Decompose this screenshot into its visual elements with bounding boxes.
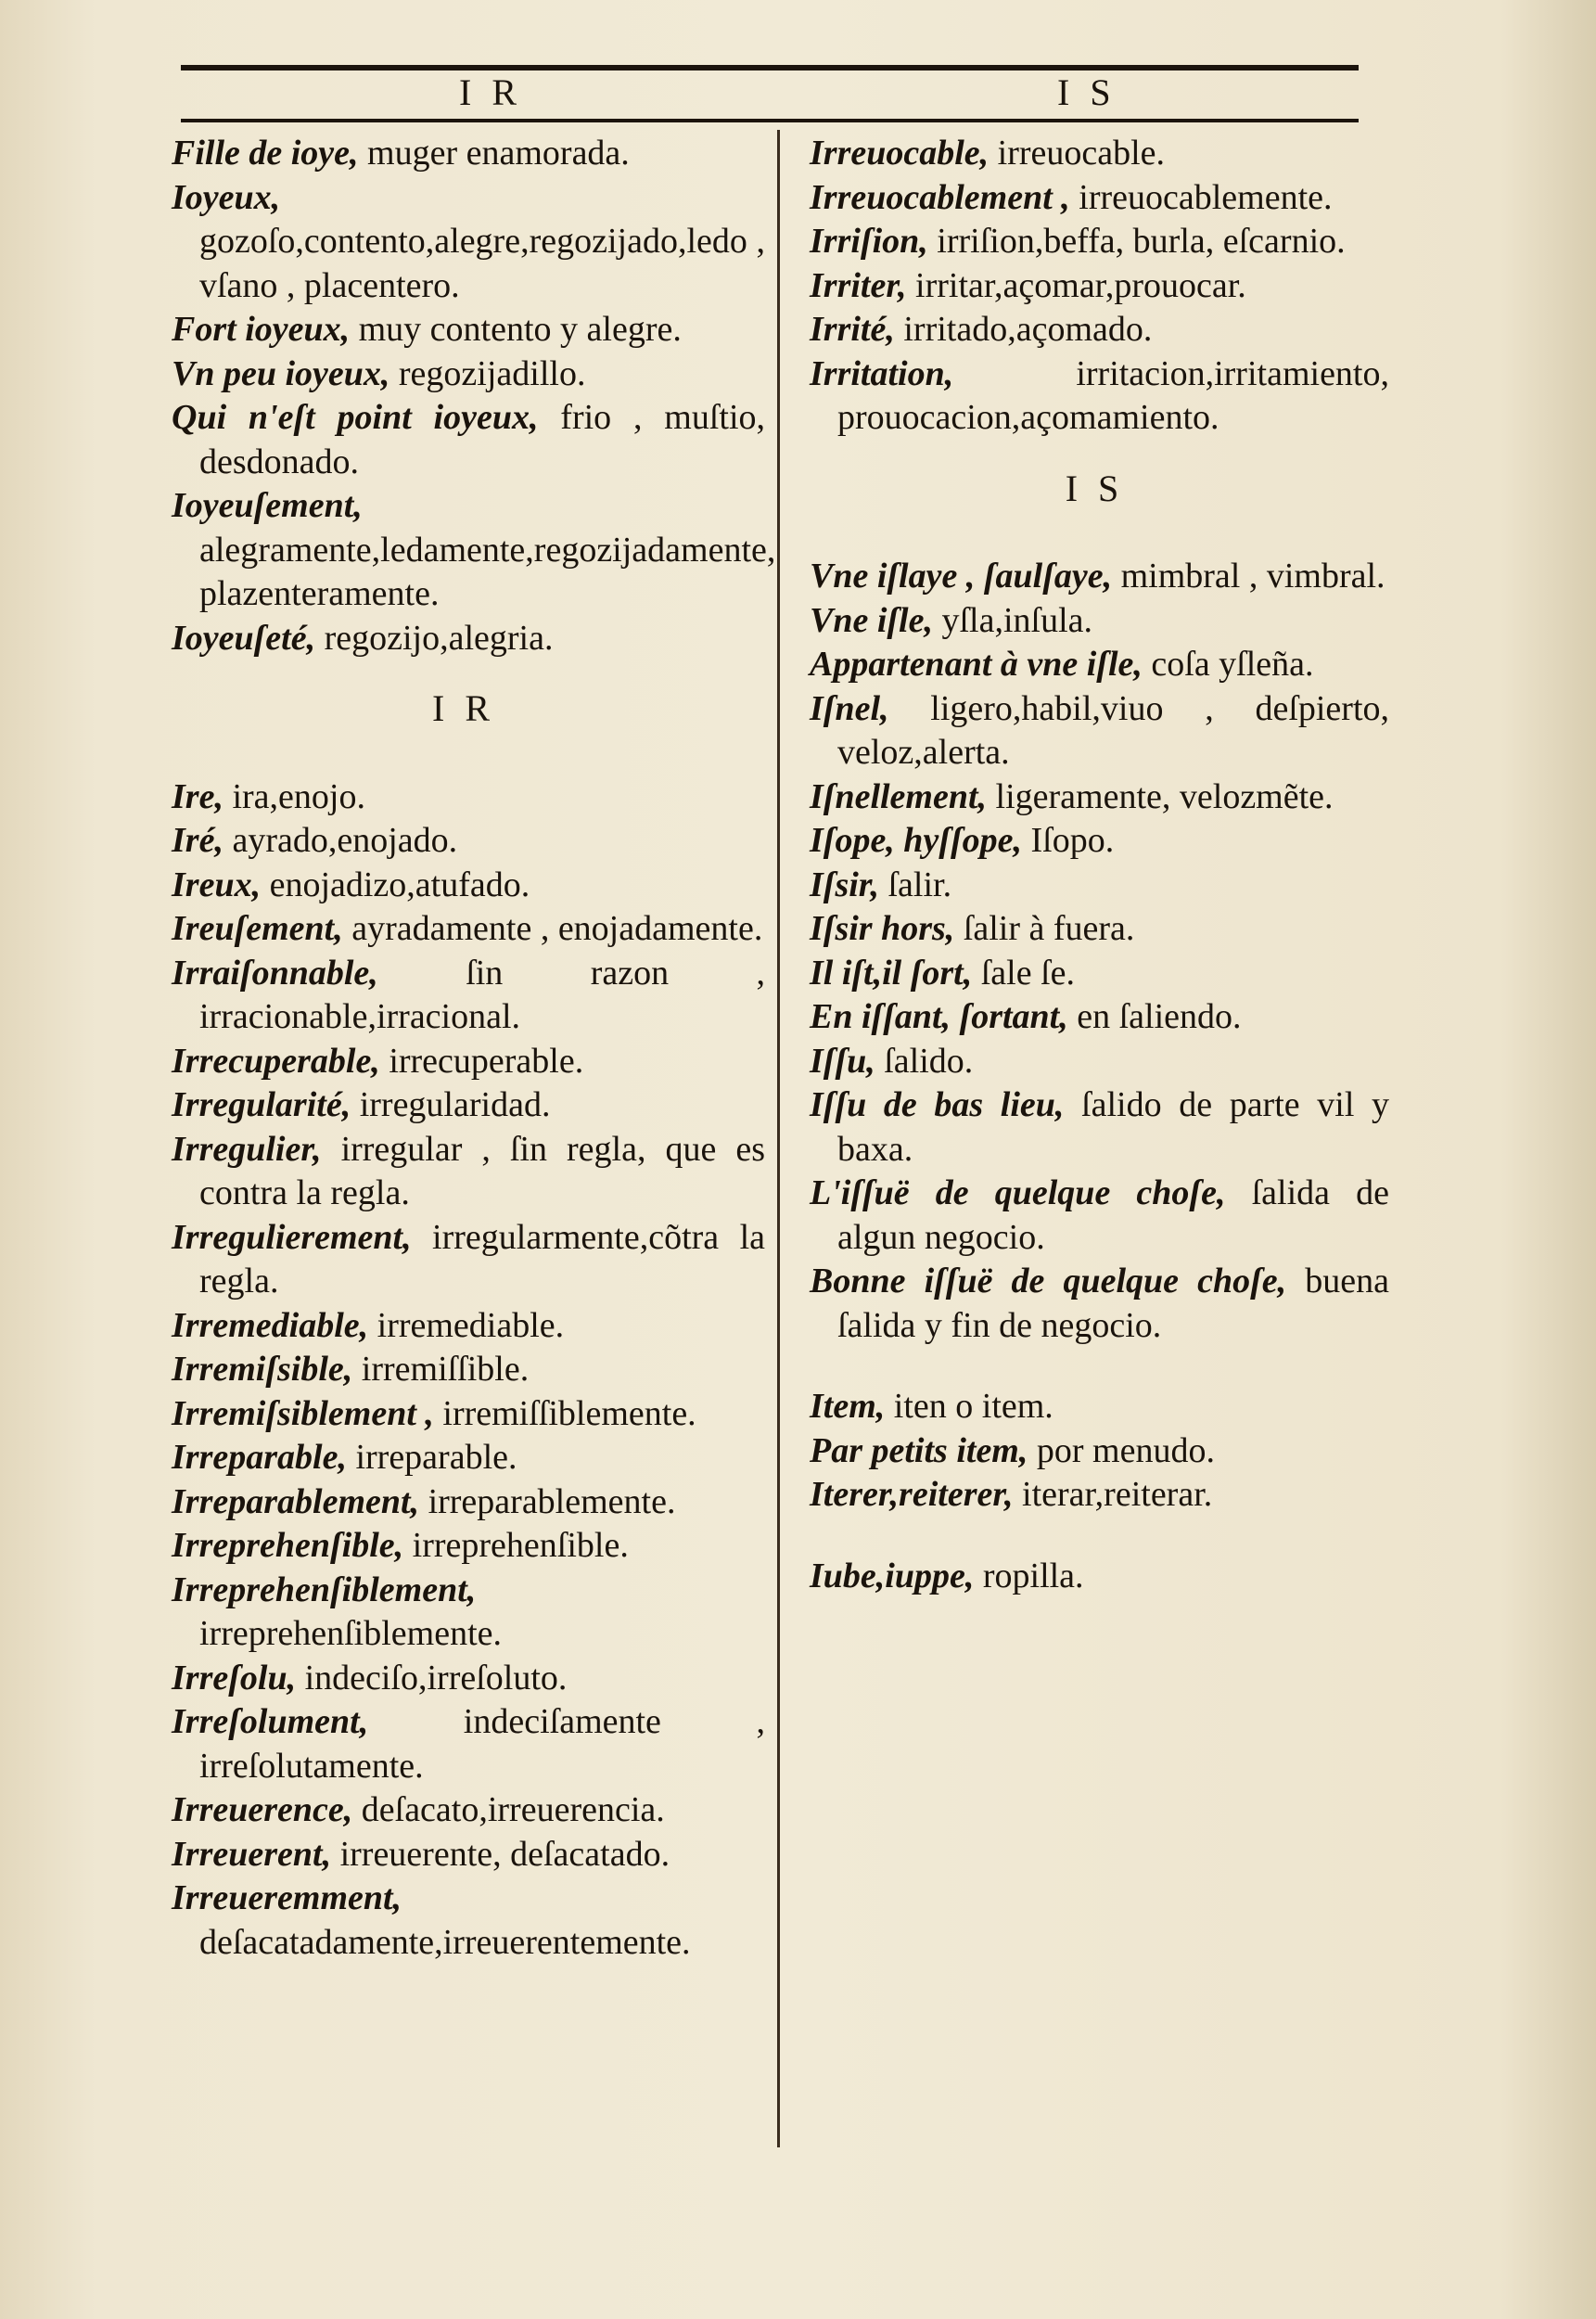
entry-definition: buena ſalida y fin de negocio. [837,1262,1389,1345]
entry-lemma: Ireux, [172,865,262,904]
dictionary-entry [172,1788,765,1833]
entry-definition: irriſion,beffa, burla, eſcarnio. [937,222,1346,261]
entry-definition: frio , muſtio, desdonado. [199,398,765,481]
dictionary-entry [810,775,1389,820]
entry-definition: por menudo. [1036,1430,1215,1470]
entry-definition: gozoſo,contento,alegre,regozijado,ledo , vſano , placentero. [199,222,765,305]
entry-lemma: Irreparable, [172,1438,347,1477]
entry-lemma: Iſsir, [810,865,879,904]
entry-definition: ſalida de algun negocio. [837,1173,1389,1257]
dictionary-entry [810,1473,1389,1518]
entry-lemma: Vne iſlaye , ſaulſaye, [810,557,1113,596]
dictionary-entry [172,1569,765,1657]
dictionary-entry [810,643,1389,687]
entry-lemma: Irremiſsiblement , [172,1393,434,1433]
dictionary-entry [810,864,1389,908]
dictionary-entry [172,1040,765,1084]
entry-lemma: Ire, [172,776,223,816]
dictionary-entry [810,1260,1389,1348]
entry-lemma: Iſſu de bas lieu, [810,1085,1065,1124]
column-divider [777,130,780,2147]
entry-lemma: Iſſu, [810,1041,875,1081]
entry-lemma: Il iſt,il ſort, [810,953,973,993]
entry-lemma: Irreparablement, [172,1481,420,1521]
dictionary-entry [172,1657,765,1701]
section-heading: I R [432,687,495,729]
dictionary-entry [810,264,1389,309]
dictionary-entry [172,308,765,352]
entry-definition: irreuocablemente. [1079,177,1333,217]
entry-lemma: Irraiſonnable, [172,953,378,993]
entry-definition: muy contento y alegre. [358,310,682,349]
dictionary-entry [172,176,765,309]
entry-lemma: Iré, [172,821,223,860]
dictionary-entry [810,352,1389,441]
entry-definition: ſin razon , irracionable,irracional. [199,953,765,1036]
entry-definition: indeciſamente , irreſolutamente. [199,1702,766,1786]
dictionary-entry [172,775,765,820]
entry-lemma: Irreuerence, [172,1790,353,1829]
dictionary-entry [172,1877,765,1965]
section-heading: I S [1065,467,1125,509]
entry-lemma: Fille de ioye, [172,134,359,173]
entry-lemma: Ioyeuſement, [172,486,363,525]
dictionary-entry [172,952,765,1040]
entry-definition: irregular , ſin regla, que es contra la regla. [199,1129,766,1212]
entry-definition: iterar,reiterar. [1022,1475,1213,1514]
entry-definition: iten o item. [893,1387,1053,1426]
dictionary-entry [172,1480,765,1525]
entry-definition: ayrado,enojado. [232,821,458,860]
dictionary-entry [810,995,1389,1040]
entry-definition: Iſopo. [1030,821,1115,860]
entry-definition: irritar,açomar,prouocar. [915,265,1246,305]
entry-definition: irreuocable. [997,134,1166,173]
entry-lemma: Iterer,reiterer, [810,1475,1014,1514]
entry-lemma: Ioyeux, [172,177,281,217]
entry-lemma: Iſsir hors, [810,909,955,948]
entry-lemma: Vn peu ioyeux, [172,353,390,393]
entry-definition: en ſaliendo. [1077,997,1242,1036]
entry-lemma: Irremediable, [172,1305,369,1345]
entry-lemma: Iſnel, [810,688,889,728]
dictionary-entry [172,819,765,864]
entry-definition: regozijo,alegria. [324,618,554,658]
entry-definition: yſla,inſula. [941,600,1093,640]
dictionary-entry [172,907,765,952]
entry-lemma: Appartenant à vne iſle, [810,645,1143,684]
entry-lemma: Irreuerent, [172,1834,332,1874]
entry-lemma: Ioyeuſeté, [172,618,316,658]
entry-definition: mimbral , vimbral. [1120,557,1385,596]
entry-lemma: Vne iſle, [810,600,933,640]
entry-definition: irreparable. [355,1438,517,1477]
entry-lemma: Irrecuperable, [172,1041,380,1081]
dictionary-entry [810,687,1389,775]
dictionary-entry [172,1304,765,1349]
entry-definition: irrecuperable. [389,1041,584,1081]
entry-definition: irremiſſiblemente. [442,1393,696,1433]
entry-definition: ſale ſe. [980,953,1076,993]
entry-definition: ira,enojo. [232,776,365,816]
entry-definition: coſa yſleña. [1151,645,1314,684]
entry-lemma: Iſope, hyſſope, [810,821,1022,860]
dictionary-entry [172,1833,765,1877]
entry-lemma: Irreſolument, [172,1702,369,1741]
header-underline [181,119,1359,122]
header-rule [181,65,1359,70]
entry-lemma: Irregularité, [172,1085,351,1124]
entry-definition: irreprehenſible. [412,1526,629,1565]
dictionary-entry [810,599,1389,644]
dictionary-entry [172,484,776,617]
entry-definition: irritado,açomado. [903,310,1153,349]
entry-definition: ſalido. [884,1041,974,1081]
dictionary-entry [172,1216,765,1304]
dictionary-entry [810,220,1389,264]
entry-lemma: Irriſion, [810,222,928,261]
entry-definition: ligeramente, velozmẽte. [995,776,1334,816]
entry-definition: irregularidad. [359,1085,551,1124]
entry-definition: indeciſo,irreſoluto. [304,1658,568,1698]
entry-lemma: Irreprehenſiblement, [172,1569,477,1609]
dictionary-entry [172,1128,765,1216]
entry-lemma: Item, [810,1387,886,1426]
entry-lemma: Irreueremment, [172,1878,402,1917]
entry-lemma: Qui n'eſt point ioyeux, [172,398,539,437]
entry-lemma: Irregulier, [172,1129,322,1169]
entry-definition: ſalido de parte vil y baxa. [837,1085,1390,1169]
entry-lemma: Irregulierement, [172,1217,412,1257]
entry-lemma: Irritation, [810,353,954,393]
dictionary-entry [810,819,1389,864]
dictionary-entry [810,1555,1389,1599]
right-column [810,132,1389,1598]
entry-definition: irregularmente,cõtra la regla. [199,1217,765,1300]
entry-definition: ayradamente , enojadamente. [351,909,763,948]
entry-definition: ſalir à fuera. [963,909,1135,948]
entry-definition: ropilla. [982,1556,1084,1595]
entry-lemma: Irreuocablement , [810,177,1070,217]
entry-lemma: Ireuſement, [172,909,343,948]
entry-definition: alegramente,ledamente,regozijadamente, plazenteramente. [199,530,776,613]
dictionary-entry [172,1524,765,1569]
dictionary-entry [810,1040,1389,1084]
entry-definition: deſacato,irreuerencia. [361,1790,665,1829]
running-head-right: I S [1057,71,1117,113]
entry-lemma: Iube,iuppe, [810,1556,975,1595]
dictionary-entry [810,176,1389,221]
entry-lemma: Irreſolu, [172,1658,297,1698]
entry-lemma: Irreuocable, [810,134,990,173]
entry-lemma: Fort ioyeux, [172,310,351,349]
entry-lemma: Irremiſsible, [172,1350,353,1389]
entry-definition: ligero,habil,viuo , deſpierto, veloz,alerta. [837,688,1390,772]
dictionary-entry [172,352,765,397]
dictionary-entry [172,1083,765,1128]
entry-lemma: Irrité, [810,310,895,349]
entry-definition: irreparablemente. [428,1481,676,1521]
entry-lemma: Bonne iſſuë de quelque choſe, [810,1262,1287,1300]
dictionary-entry [172,1348,765,1392]
entry-definition: enojadizo,atufado. [269,865,530,904]
dictionary-entry [810,308,1389,352]
dictionary-entry [172,132,765,176]
entry-definition: muger enamorada. [367,134,630,173]
entry-definition: deſacatadamente,irreuerentemente. [199,1922,691,1962]
dictionary-entry [172,396,765,484]
entry-lemma: En iſſant, ſortant, [810,997,1068,1036]
entry-lemma: Iſnellement, [810,776,988,816]
dictionary-entry [172,1436,765,1480]
entry-definition: irremiſſible. [361,1350,530,1389]
dictionary-entry [810,1429,1389,1474]
entry-lemma: Par petits item, [810,1430,1028,1470]
dictionary-entry [810,1385,1389,1429]
entry-lemma: Irriter, [810,265,907,305]
dictionary-entry [172,617,765,661]
entry-lemma: L'iſſuë de quelque choſe, [810,1173,1226,1212]
entry-definition: irremediable. [377,1305,565,1345]
dictionary-entry [810,952,1389,996]
dictionary-entry [810,1083,1389,1172]
entry-definition: regozijadillo. [398,353,586,393]
dictionary-entry [172,1392,765,1437]
entry-definition: ſalir. [887,865,952,904]
entry-definition: irritacion,irritamiento, prouocacion,açomamiento. [837,353,1389,437]
entry-definition: irreuerente, deſacatado. [339,1834,670,1874]
dictionary-entry [810,555,1389,599]
dictionary-entry [810,907,1389,952]
entry-lemma: Irreprehenſible, [172,1526,404,1565]
left-column [172,132,776,1965]
entry-definition: irreprehenſiblemente. [199,1614,503,1653]
dictionary-entry [172,864,765,908]
dictionary-entry [172,1700,765,1788]
dictionary-entry [810,1172,1389,1260]
dictionary-entry [810,132,1389,176]
running-head-left: I R [459,71,522,113]
